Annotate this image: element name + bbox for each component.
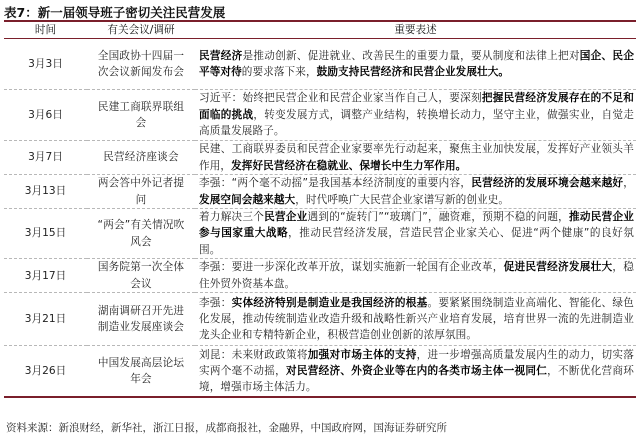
statement-text: ，不断优化营商环境，增强市场主体活力。 [199,365,634,394]
row-date: 3月26日 [4,346,87,398]
row-statement [195,90,636,141]
statement-text: ，进一步增强高质量发展内生的动力，切实落实两个毫不动摇， [199,348,634,378]
statement-emphasis: 发展空间会越来越大 [199,193,296,206]
row-meeting: 全国政协十四届一次会议新闻发布会 [87,39,195,90]
table-row [4,39,636,90]
row-date: 3月3日 [4,39,87,90]
table-row [4,259,636,293]
statement-emphasis: 民营企业 [264,211,308,223]
statement-text: 李强：要进一步深化改革开放，谋划实施新一轮国有企业改革， [199,261,504,274]
statement-text: ，推动民营经济发展，营造民营企业家关心、促进“两个健康”的良好氛围。 [199,227,634,256]
statement-text: ，稳住外贸外资基本盘。 [199,261,634,290]
row-meeting: 国务院第一次全体会议 [87,259,195,293]
statement-emphasis: 国企、民企平等对待 [199,49,635,78]
row-date: 3月21日 [4,293,87,346]
statement-text: 李强：“两个毫不动摇”是我国基本经济制度的重要内容， [199,177,472,190]
row-meeting: 民营经济座谈会 [87,141,195,175]
statement-text: 。要紧紧围绕制造业高端化、智能化、绿色化发展，推动传统制造业改造升级和战略性新兴产业培育发展，培育世界一流的先进制造业龙头企业和专精特新企业，积极营造创业创新的浓厚氛围。 [199,296,634,342]
table-row [4,90,636,141]
row-date: 3月6日 [4,90,87,141]
row-statement [195,209,636,259]
statement-text: 着力解决三个 [199,211,265,223]
statement-text: 的要求落下来， [241,66,317,78]
statement-text: 习近平：始终把民营企业和民营企业家当作自己人，要深刻 [199,92,482,105]
row-statement [195,175,636,209]
table-header-row [4,23,636,39]
row-date: 3月15日 [4,209,87,259]
statement-text: ，转变发展方式，调整产业结构，转换增长动力，坚守主业，做强实业，自觉走高质量发展路子。 [199,108,635,138]
statement-emphasis: 发挥好民营经济在稳就业、保增长中生力军作用。 [231,159,467,172]
table-row [4,293,636,346]
table-title: 表7：新一届领导班子密切关注民营发展 [4,5,226,20]
row-meeting: 湖南调研召开先进制造业发展座谈会 [87,293,195,346]
statement-text: 李强： [199,296,232,309]
statement-emphasis: 实体经济特别是制造业是我国经济的根基 [231,296,428,309]
row-statement [195,346,636,398]
table-row [4,209,636,259]
table-row [4,141,636,175]
source-note: 资料来源：新浪财经，新华社，浙江日报，成都商报社，金融界，中国政府网，国海证券研究所 [6,422,447,434]
row-date: 3月7日 [4,141,87,175]
row-date: 3月13日 [4,175,87,209]
header-meeting: 有关会议/调研 [87,23,195,39]
statement-text: ，时代呼唤广大民营企业家谱写新的创业史。 [295,193,510,206]
statement-text: 是推动创新、促进就业、改善民生的重要力量，要从制度和法律上把对 [242,49,580,62]
row-statement [195,141,636,175]
statement-text: 民建、工商联界委员和民营企业家要率先行动起来，聚焦主业加快发展，发挥好产业领头羊作用， [199,143,634,172]
statement-emphasis: 民营经济 [199,49,243,62]
title-rule [4,20,636,22]
statement-text: ， [623,177,634,190]
statement-text: 遇到的“旋转门”“玻璃门”，融资难，预期不稳的问题， [307,211,570,223]
statement-text: 刘昆：未来财政政策将 [199,348,308,361]
statement-emphasis: 把握民营经济发展存在的不足和面临的挑战 [199,92,634,121]
statement-emphasis: 加强对市场主体的支持 [307,348,417,361]
row-statement [195,39,636,90]
statement-emphasis: 民营经济的发展环境会越来越好 [471,177,624,190]
table-row [4,175,636,209]
policy-table [4,23,636,398]
statement-emphasis: 促进民营经济发展壮大 [503,261,613,274]
row-meeting: 中国发展高层论坛年会 [87,346,195,398]
row-statement [195,293,636,346]
table-row [4,346,636,398]
row-meeting: “两会”有关情况吹风会 [87,209,195,259]
statement-emphasis: 对民营经济、外资企业等在内的各类市场主体一视同仁 [286,365,548,378]
row-statement [195,259,636,293]
header-statement: 重要表述 [195,23,636,39]
header-time: 时间 [4,23,87,39]
row-date: 3月17日 [4,259,87,293]
statement-emphasis: 推动民营企业参与国家重大战略 [199,211,634,240]
row-meeting: 两会答中外记者提问 [87,175,195,209]
row-meeting: 民建工商联界联组会 [87,90,195,141]
statement-emphasis: 鼓励支持民营经济和民营企业发展壮大。 [316,66,510,78]
